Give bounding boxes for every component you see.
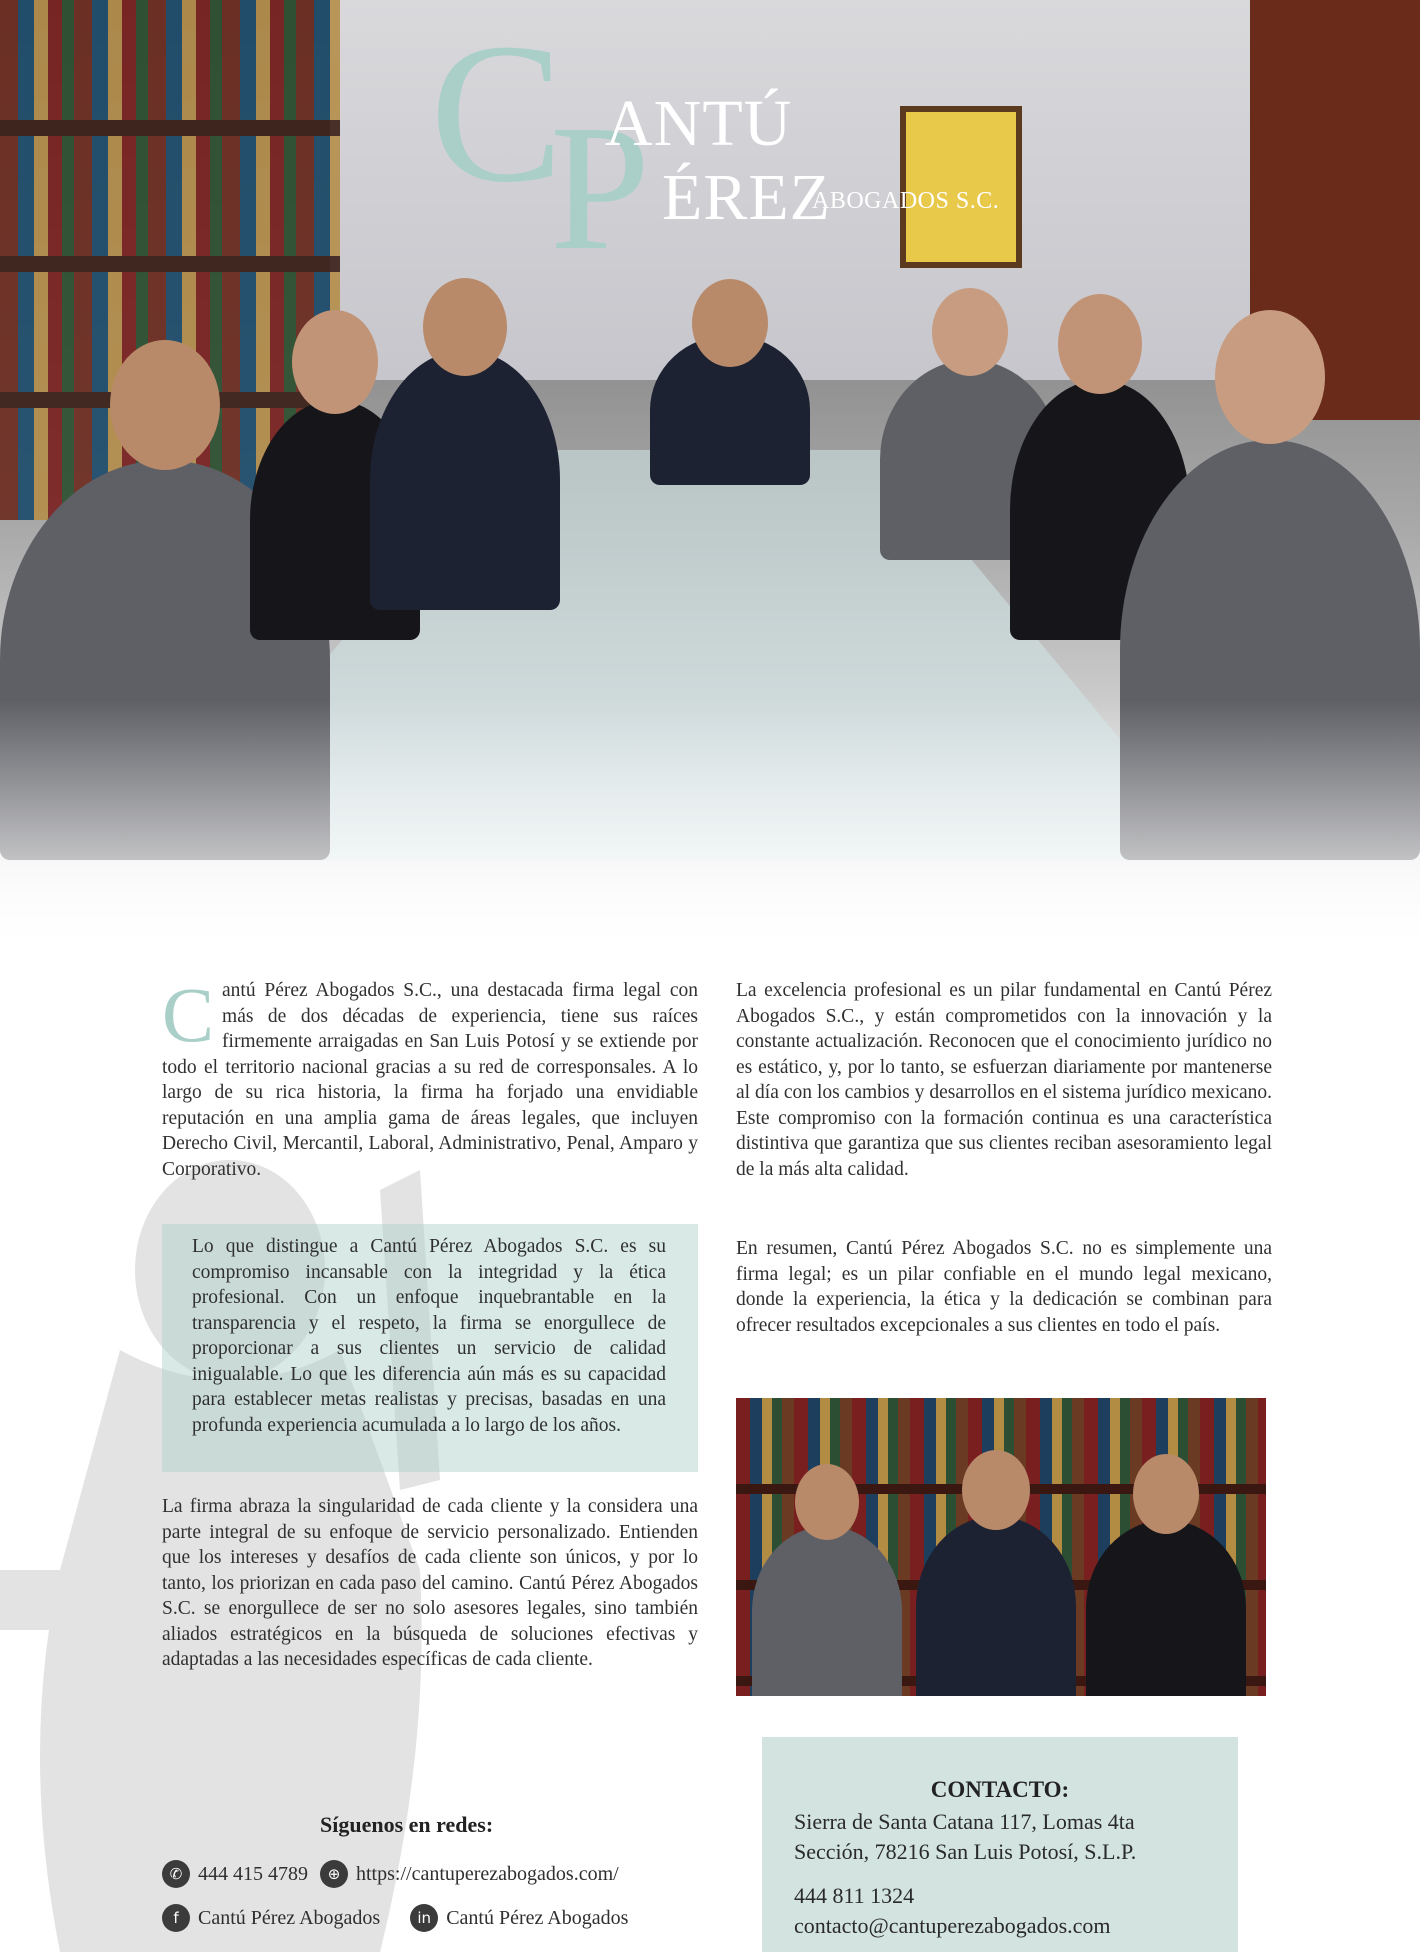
logo-word-abogados: ABOGADOS S.C. (812, 188, 1000, 214)
contact-address-line-1: Sierra de Santa Catana 117, Lomas 4ta (794, 1809, 1135, 1834)
contact-phone[interactable]: 444 811 1324 (794, 1883, 915, 1908)
contact-address-line-2: Sección, 78216 San Luis Potosí, S.L.P. (794, 1839, 1137, 1864)
globe-icon: ⊕ (320, 1860, 348, 1888)
social-row-2 (162, 1904, 628, 1932)
paragraph-1: antú Pérez Abogados S.C., una destacada firma legal con más de dos décadas de experiencia, tiene sus raíces firmemente arraigadas en San Luis Potosí y se extiende por todo el territorio nacional gracias a su red de corresponsales. A lo largo de su rica historia, la firma ha forjado una envidiable reputación en una amplia gama de áreas legales, que incluyen Derecho Civil, Mercantil, Laboral, Administrativo, Penal, Amparo y Corporativo. (162, 980, 698, 1180)
partner-1 (752, 1526, 902, 1696)
person-3 (370, 350, 560, 610)
paragraph-4: La excelencia profesional es un pilar fundamental en Cantú Pérez Abogados S.C., y están comprometidos con la innovación y la constante actualización. Reconocen que el conocimiento jurídico no es estático, y, por lo tanto, se esfuerzan diariamente por mantenerse al día con los cambios y desarrollos en el sistema jurídico mexicano. Este compromiso con la formación continua es una característica distintiva que garantiza que sus clientes reciban asesoramiento legal de la más alta calidad. (736, 980, 1272, 1180)
linkedin-link[interactable]: Cantú Pérez Abogados (446, 1906, 629, 1929)
whatsapp-icon: ✆ (162, 1860, 190, 1888)
contact-box (762, 1737, 1238, 1952)
firm-logo (430, 3, 1030, 287)
paragraph-3: La firma abraza la singularidad de cada cliente y la considera una parte integral de su enfoque de servicio personalizado. Entienden que los intereses y desafíos de cada cliente son únicos, y por lo tanto, los priorizan en cada paso del camino. Cantú Pérez Abogados S.C. se enorgullece de ser no solo asesores legales, sino también aliados estratégicos en la búsqueda de soluciones efectivas y adaptadas a las necesidades específicas de cada cliente. (162, 1496, 698, 1670)
facebook-icon: f (162, 1904, 190, 1932)
contact-email[interactable]: contacto@cantuperezabogados.com (794, 1913, 1111, 1938)
hero-fade (0, 700, 1420, 960)
social-title: Síguenos en redes: (320, 1812, 494, 1837)
partner-3 (1086, 1520, 1246, 1696)
partners-photo (736, 1398, 1266, 1696)
linkedin-icon: in (410, 1904, 438, 1932)
website-link[interactable]: https://cantuperezabogados.com/ (356, 1862, 619, 1885)
whatsapp-number[interactable]: 444 415 4789 (198, 1862, 308, 1885)
drop-cap: C (162, 971, 215, 1058)
paragraph-2: Lo que distingue a Cantú Pérez Abogados S.C. es su compromiso incansable con la integridad y la ética profesional. Con un enfoque inquebrantable en la transparencia y el respeto, la firma se enorgullece de proporcionar a sus clientes un servicio de calidad inigualable. Lo que les diferencia aún más es su capacidad para establecer metas realistas y precisas, basadas en una profunda experiencia acumulada a lo largo de los años. (192, 1236, 666, 1436)
person-4 (650, 335, 810, 485)
contact-title: CONTACTO: (930, 1777, 1070, 1802)
logo-initial-p: P (550, 88, 651, 287)
logo-initial-c: C (430, 3, 564, 224)
social-row-1 (162, 1860, 619, 1888)
partner-2 (916, 1516, 1076, 1696)
paragraph-5: En resumen, Cantú Pérez Abogados S.C. no es simplemente una firma legal; es un pilar confiable en el mundo legal mexicano, donde la experiencia, la ética y la dedicación se combinan para ofrecer resultados excepcionales a sus clientes en todo el país. (736, 1238, 1272, 1336)
logo-word-perez: ÉREZ (662, 161, 831, 234)
intro-paragraph (162, 971, 698, 1182)
facebook-link[interactable]: Cantú Pérez Abogados (198, 1906, 381, 1929)
logo-word-cantu: ANTÚ (605, 87, 793, 160)
right-column (736, 978, 1272, 1182)
